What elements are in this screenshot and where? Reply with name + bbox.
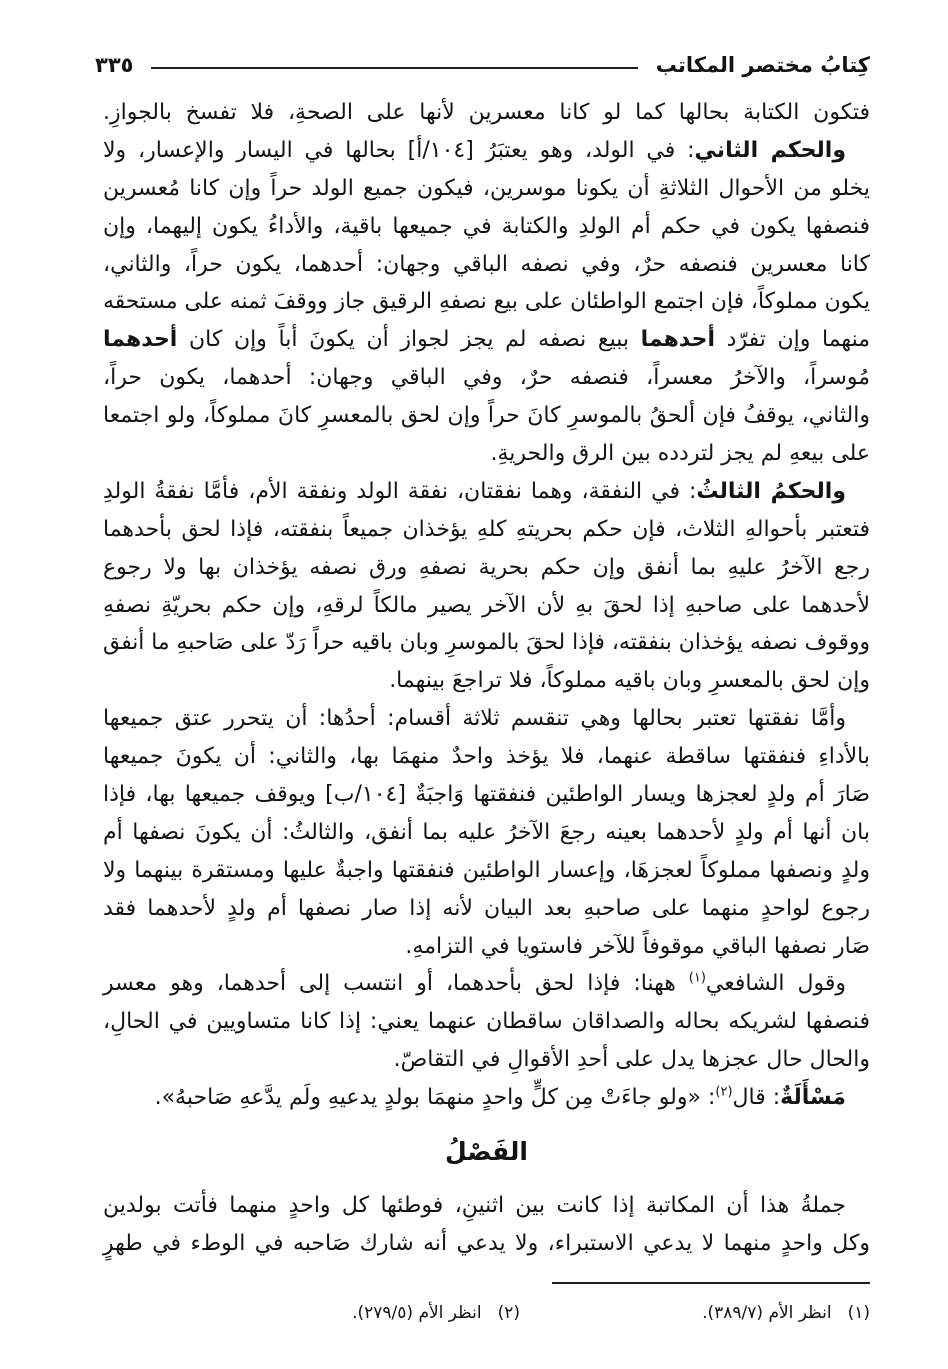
text-line	[103, 1079, 870, 1117]
line-content	[103, 624, 870, 662]
bold-term: أحدهما	[102, 327, 178, 353]
footnote	[702, 1297, 870, 1329]
line-text: والحال حال عجزها يدل على أحدِ الأقوالِ في التقاصّ.	[393, 1047, 870, 1073]
text-line	[103, 283, 870, 321]
text-line	[103, 246, 870, 284]
text-line	[103, 132, 870, 170]
line-text: يخلو من الأحوال الثلاثةِ أن يكونا موسرين، فيكون جميع الولد حراً وإن كانا مُعسرين	[103, 175, 870, 201]
text-line	[103, 1187, 870, 1225]
line-text: على بيعهِ لم يجز لتردده بين الرق والحريةِ.	[490, 441, 870, 467]
line-content	[394, 1041, 870, 1079]
line-content	[103, 587, 870, 625]
line-text: وقول الشافعي	[705, 971, 846, 997]
line-text: : «ولو جاءَتْ مِن كلٍّ واحدٍ منهمَا بولدٍ يدعيهِ ولَم يدَّعهِ صَاحبهُ».	[154, 1085, 716, 1111]
line-content	[103, 170, 870, 208]
body-text	[103, 94, 870, 1263]
line-content	[103, 549, 870, 587]
line-content	[103, 852, 870, 890]
line-text: منهما وإن تفرّد	[715, 327, 870, 353]
text-line	[103, 738, 870, 776]
line-content	[103, 1225, 870, 1263]
text-line	[103, 94, 870, 132]
footnote-text: انظر الأم (٢٧٩/٥).	[352, 1303, 482, 1323]
line-text: لأحدهما على صاحبهِ إذا لحقَ بهِ لأن الآخر يصير مالكاً لرقهِ، وإن حكم بحريّةِ نصفهِ	[103, 592, 870, 618]
line-content	[103, 890, 870, 928]
line-text: : في النفقة، وهما نفقتان، نفقة الولد ونفقة الأم، فأمَّا نفقةُ الولدِ	[103, 478, 697, 504]
line-text: وكل واحدٍ منهما لا يدعي الاستبراء، ولا يدعي أنه شارك صَاحبه في الوطء في طهرٍ	[103, 1230, 870, 1256]
text-line	[103, 814, 870, 852]
line-text: صَار نصفها الباقي موقوفاً للآخر فاستويا في التزامهِ.	[405, 933, 870, 959]
text-line	[103, 435, 870, 473]
line-text: والثاني، يوقفُ فإن ألحقُ بالموسرِ كانَ حراً وإن لحق بالمعسرِ كانَ مملوكاً، ولو اجتمعا	[103, 403, 870, 429]
bold-term: والحكمُ الثالثُ	[696, 478, 846, 504]
text-line	[103, 208, 870, 246]
bold-term: والحكم الثاني	[694, 137, 846, 163]
text-line	[103, 359, 870, 397]
line-text: وإن لحق بالمعسرِ وبان باقيه مملوكاً، فلا تراجعَ بينهما.	[389, 668, 870, 694]
line-content	[389, 662, 870, 700]
line-content	[103, 321, 870, 359]
bold-term: أحدهما	[640, 327, 716, 353]
footnote	[352, 1297, 520, 1329]
text-line	[103, 700, 870, 738]
line-text: رجع الآخرُ عليهِ بما أنفق وإن حكم بحرية نصفهِ ورق نصفه يؤخذان بها ولا رجوع	[103, 554, 870, 580]
line-text: ولدٍ ونصفها مملوكاً لعجزهَا، وإعسار الواطئين فنفقتها واجبةٌ عليها ومستقرة بينهما ولا	[103, 857, 870, 883]
text-line	[103, 321, 870, 359]
line-text: فنصفها لشريكه بحاله والصداقان ساقطان عنهما يعني: إذا كانا متساويين في الحالِ،	[103, 1009, 870, 1035]
line-content	[103, 132, 846, 170]
text-line	[103, 624, 870, 662]
line-text: بان أنها أم ولدٍ لأحدهما بعينه رجعَ الآخرُ عليه بما أنفق، والثالثُ: أن يكونَ نصفها أم	[103, 819, 870, 845]
text-line	[103, 965, 870, 1003]
text-line	[103, 511, 870, 549]
text-line	[103, 549, 870, 587]
line-text: رجوع لواحدٍ منهما على صاحبهِ بعد البيان لأنه إذا صار نصفها أم ولدٍ لأحدهما فقد	[103, 895, 870, 921]
line-content	[103, 94, 870, 132]
line-text: صَارَ أم ولدٍ لعجزها ويسار الواطئين فنفقتها وَاجبَةٌ [١٠٤/ب] ويوقف جميعها بها، فإذا	[103, 782, 870, 808]
line-content	[103, 776, 870, 814]
line-content	[103, 397, 870, 435]
line-content	[103, 359, 870, 397]
line-text: ووقوف نصفه يؤخذان بنفقته، فإذا لحقَ بالموسرِ وبان باقيه حراً رَدّ على صَاحبهِ ما أنفق	[103, 630, 870, 656]
footnote-ref: (١)	[688, 971, 706, 987]
text-line	[103, 1041, 870, 1079]
footnote-ref: (٢)	[715, 1084, 733, 1100]
line-content	[103, 700, 846, 738]
line-content	[103, 1187, 846, 1225]
line-text: : قال	[732, 1085, 781, 1111]
text-line	[103, 1225, 870, 1263]
line-text: جملةُ هذا أن المكاتبة إذا كانت بين اثنينِ، فوطئها كل واحدٍ منهما فأتت بولدين	[103, 1193, 846, 1219]
text-line	[103, 852, 870, 890]
footnote-rule	[552, 1282, 870, 1284]
text-line	[103, 890, 870, 928]
line-text: فتعتبر بأحوالهِ الثلاث، فإن حكم بحريتهِ كلهِ يؤخذان جميعاً بنفقته، فإذا لحق بأحدهما	[103, 516, 870, 542]
line-text: ههنا: فإذا لحق بأحدهما، أو انتسب إلى أحدهما، وهو معسر	[103, 971, 689, 997]
book-title: كِتابُ مختصر المكاتب	[655, 53, 870, 77]
line-text: وأمَّا نفقتها تعتبر بحالها وهي تنقسم ثلاثة أقسام: أحدُها: أن يتحرر عتق جميعها	[103, 706, 846, 732]
line-content	[103, 208, 870, 246]
text-line	[103, 1003, 870, 1041]
line-content	[103, 246, 870, 284]
line-content	[103, 965, 846, 1003]
running-header	[95, 46, 870, 84]
footnote-marker: (٢)	[497, 1303, 520, 1323]
text-line	[103, 587, 870, 625]
line-text: فتكون الكتابة بحالها كما لو كانا معسرين لأنها على الصحةِ، فلا تفسخ بالجوازِ.	[103, 100, 870, 125]
text-line	[103, 473, 870, 511]
page-number: ٣٣٥	[95, 53, 134, 77]
line-content	[103, 738, 870, 776]
line-content	[405, 928, 870, 966]
line-content	[103, 511, 870, 549]
text-line	[103, 397, 870, 435]
section-heading: الفَصْلُ	[445, 1137, 528, 1167]
bold-term: مَسْأَلَةٌ	[780, 1085, 846, 1111]
line-content	[155, 1079, 846, 1117]
line-content	[491, 435, 871, 473]
line-content	[103, 283, 870, 321]
footnote-marker: (١)	[847, 1303, 870, 1323]
line-text: يكون مملوكاً، فإن اجتمع الواطئان على بيع نصفهِ الرقيق جاز ووقفَ ثمنه على مستحقه	[103, 289, 870, 315]
line-text: بالأداءِ فنفقتها ساقطة عنهما، فلا يؤخذ واحدٌ منهمَا بها، والثاني: أن يكونَ جميعها	[103, 744, 870, 770]
line-text: مُوسراً، والآخرُ معسراً، فنصفه حرٌ، وفي الباقي وجهان: أحدهما، يكون حراً،	[103, 365, 870, 391]
text-line	[103, 662, 870, 700]
header-rule	[151, 67, 637, 69]
text-line	[103, 776, 870, 814]
footnote-text: انظر الأم (٣٨٩/٧).	[702, 1303, 832, 1323]
line-text: ببيع نصفه لم يجز لجواز أن يكونَ أباً وإن كان	[177, 327, 641, 353]
line-content	[103, 1003, 870, 1041]
line-text: : في الولد، وهو يعتبَرُ [١٠٤/أ] بحالها في اليسار والإعسار، ولا	[102, 137, 695, 163]
line-content	[103, 814, 870, 852]
line-text: فنصفها يكون في حكم أم الولدِ والكتابة في جميعها باقية، والأداءُ يكون إليهما، وإن	[103, 213, 870, 239]
text-line	[103, 928, 870, 966]
line-text: كانا معسرين فنصفه حرٌ، وفي نصفه الباقي وجهان: أحدهما، يكون حراً، والثاني،	[103, 251, 870, 277]
text-line	[103, 170, 870, 208]
line-content	[103, 473, 846, 511]
